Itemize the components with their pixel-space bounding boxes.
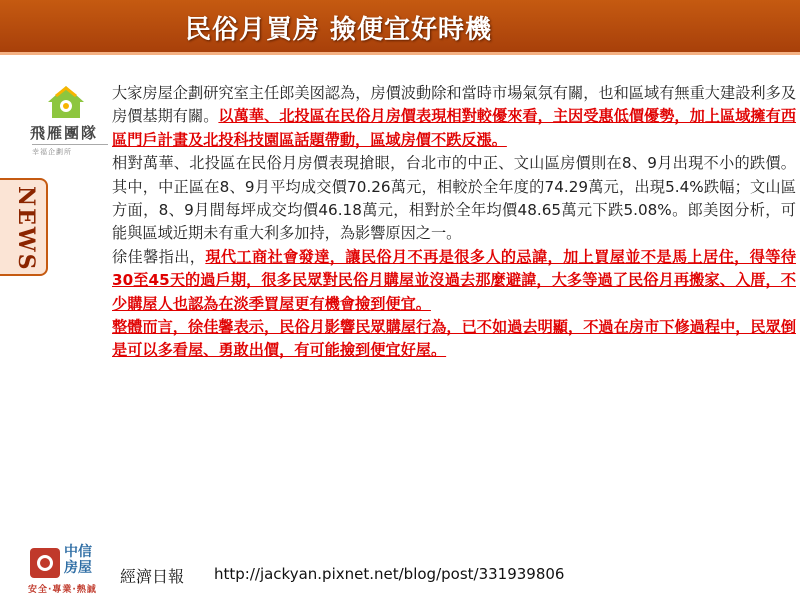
news-source: 經濟日報 bbox=[120, 567, 185, 586]
paragraph-text: 徐佳馨指出， bbox=[112, 247, 206, 266]
logo-slogan: 幸福企劃所 bbox=[32, 144, 108, 157]
paragraph bbox=[112, 152, 796, 246]
source-url[interactable]: http://jackyan.pixnet.net/blog/post/331939806 bbox=[214, 565, 565, 583]
logo-name: 飛雁團隊 bbox=[30, 124, 99, 142]
paragraph bbox=[112, 316, 796, 363]
highlighted-text: 以萬華、北投區在民俗月房價表現相對較優來看，主因受惠低價優勢，加上區域擁有西區門戶計畫及北投科技園區話題帶動，區域房價不跌反漲。 bbox=[112, 107, 797, 149]
paragraph-text: 大家房屋企劃研究室主任郎美囡認為，房價波動除和當時市場氣氛有關，也和區域有無重大建設利多及房價基期有關。 bbox=[112, 84, 796, 126]
paragraph bbox=[112, 246, 796, 316]
highlighted-text: 現代工商社會發達，讓民俗月不再是很多人的忌諱，加上買屋並不是馬上居住，得等待30至45天的過戶期，很多民眾對民俗月購屋並沒過去那麼避諱，大多等過了民俗月再搬家、入厝，不少購屋人也認為在淡季買屋更有機會撿到便宜。 bbox=[112, 247, 797, 313]
paragraph-text: 相對萬華、北投區在民俗月房價表現搶眼，台北市的中正、文山區房價則在8、9月出現不小的跌價。其中，中正區在8、9月平均成交價70.26萬元，相較於全年度的74.29萬元，出現5.4%跌幅；文山區方面，8、9月間每坪成交均價46.18萬元，相對於全年均價48.65萬元下跌5.08%。郎美囡分析，可能與區域近期未有重大利多加持，為影響原因之一。 bbox=[112, 154, 796, 243]
news-tab bbox=[0, 178, 48, 276]
footer-logo-name: 中信房屋 bbox=[64, 544, 92, 576]
highlighted-text: 整體而言，徐佳馨表示，民俗月影響民眾購屋行為，已不如過去明顯，不過在房市下修過程中，民眾倒是可以多看屋、勇敢出價，有可能撿到便宜好屋。 bbox=[112, 318, 796, 360]
footer-logo bbox=[28, 542, 118, 594]
slide-title: 民俗月買房 撿便宜好時機 bbox=[185, 15, 493, 45]
realty-logo-icon bbox=[30, 548, 60, 578]
company-logo bbox=[28, 78, 112, 160]
footer-logo-slogan: 安全·專業·熱誠 bbox=[28, 585, 97, 595]
title-bar bbox=[0, 0, 800, 55]
news-label: NEWS bbox=[13, 186, 39, 272]
paragraph bbox=[112, 82, 796, 152]
article-body bbox=[112, 82, 796, 363]
house-logo-icon bbox=[44, 82, 88, 122]
